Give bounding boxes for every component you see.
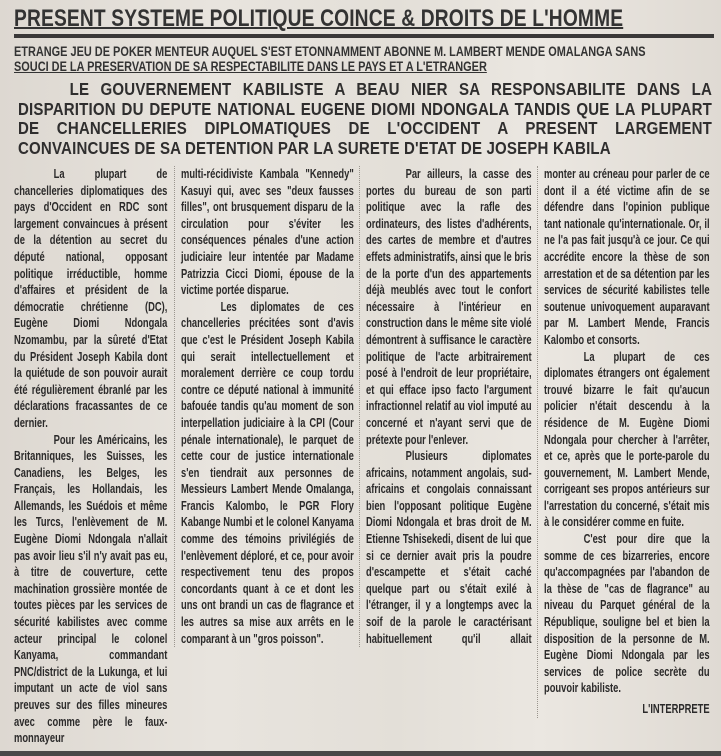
lede-box	[14, 80, 715, 158]
byline-signature: L'INTERPRETE	[642, 701, 710, 716]
article-paragraph: monter au créneau pour parler de ce dont il a été victime afin de se défendre dans l'opinion publique tant nationale qu'internationale. Or, il ne l'a pas fait jusqu'à ce jour. Ce qui accrédite encore la thèse de son arrestation et de sa détention par les services de sécurité kabilistes telle soutenue univoquement auparavant par M. Lambert Mende, Francis Kalombo et consorts.	[544, 166, 710, 347]
article-column-4	[537, 166, 715, 718]
article-paragraph: La plupart de ces diplomates étrangers ont également trouvé bizarre le fait qu'aucun policier n'était descendu à la résidence de M. Eugène Diomi Ndongala pour chercher à l'arrêter, et ce, après que le porte-parole du gouvernement, M. Lambert Mende, corrigeant ses propos antérieurs sur l'arrestation du concerné, s'était mis à le considérer comme en fuite.	[544, 348, 710, 530]
article-paragraph: Les diplomates de ces chancelleries précitées sont d'avis que c'est le Président Joseph Kabila qui serait intellectuellement et moralement derrière ce coup tordu contre ce député national à immunité bafouée tandis qu'au moment de son interpellation judiciaire à la CPI (Cour pénale internationale), le parquet de cette cour de justice internationale s'en tiendrait aux personnes de Messieurs Lambert Mende Omalanga, Francis Kalombo, le PGR Flory Kabange Numbi et le colonel Kanyama comme des témoins privilégiés de l'enlèvement déploré, et ce, pour avoir respectivement tenu des propos concordants quant à ce et dont les uns ont brandi un cas de flagrance et les autres sa mise aux arrêts en le comparant à un "gros poisson".	[181, 298, 354, 646]
subheadline-line-1: ETRANGE JEU DE POKER MENTEUR AUQUEL S'EST ETONNAMMENT ABONNE M. LAMBERT MENDE OMALANGA SANS	[14, 44, 646, 59]
subheadline-line-2: SOUCI DE LA PRESERVATION DE SA RESPECTABILITE DANS LE PAYS ET A L'ETRANGER	[14, 59, 487, 74]
article-columns	[14, 166, 715, 747]
article-column-2	[174, 166, 359, 647]
headline: PRESENT SYSTEME POLITIQUE COINCE & DROITS DE L'HOMME	[14, 5, 624, 32]
article-paragraph: La plupart de chancelleries diplomatiques des pays d'Occident en RDC sont largement convaincues à présent de la détention au secret du député national, opposant politique irréductible, homme d'affaires et président de la démocratie chrétienne (DC), Eugène Diomi Ndongala Nzomambu, par la sûreté d'Etat du Président Joseph Kabila dont la quiétude de son pouvoir aurait été régulièrement ébranlé par les déclarations fracassantes de ce dernier.	[14, 166, 168, 430]
article-paragraph: Plusieurs diplomates africains, notamment angolais, sud-africains et congolais connaissant bien l'opposant politique Eugène Diomi Ndongala et bras droit de M. Etienne Tshisekedi, disent de lui que si ce dernier avait pris la poudre d'escampette et s'était caché quelque part ou s'était exilé à l'étranger, il y a longtemps avec la soif de la parole le caractérisant habituellement qu'il allait	[366, 448, 532, 646]
subheadline-box	[14, 44, 715, 76]
article-paragraph: C'est pour dire que la somme de ces bizarreries, encore qu'accompagnées par l'abandon de la thèse de "cas de flagrance" au niveau du Parquet général de la République, souligne bel et bien la disposition de la personne de M. Eugène Diomi Ndongala par les services de police secrète du pouvoir kabiliste.	[544, 531, 710, 696]
article-paragraph: multi-récidiviste Kambala "Kennedy" Kasuyi qui, avec ses "deux fausses filles", ont brusquement disparu de la circulation pour s'éviter les conséquences pénales d'une action judiciaire leur intentée par Madame Patrizzia Cicci Diomi, épouse de la victime portée disparue.	[181, 166, 354, 298]
article-column-3	[359, 166, 537, 647]
article-paragraph: Pour les Américains, les Britanniques, les Suisses, les Canadiens, les Belges, les Français, les Hollandais, les Allemands, les Suédois et même les Turcs, l'enlèvement de M. Eugène Diomi Ndongala n'allait pas avoir lieu s'il n'y avait pas eu, à titre de couverture, cette machination grossière montée de toutes pièces par les services de sécurité kabilistes avec comme acteur principal le colonel Kanyama, commandant PNC/district de la Lukunga, et lui imputant un acte de viol sans preuves sur des filles mineures avec comme père le faux-monnayeur	[14, 431, 168, 746]
subheadline	[14, 44, 711, 74]
headline-bar	[14, 6, 714, 38]
bottom-rule	[0, 751, 721, 756]
article-paragraph: Par ailleurs, la casse des portes du bureau de son parti politique avec la rafle des ordinateurs, des listes d'adhérents, des cartes de membre et d'autres effets administratifs, ainsi que le bris de la porte d'un des appartements déjà meublés avec tout le confort nécessaire à l'intérieur en construction dans le même site violé démontrent à suffisance le caractère politique de l'acte arbitrairement posé à l'endroit de leur propriétaire, et qui efface ipso facto l'argument infractionnel relatif au viol imputé au concerné et n'ayant servi que de prétexte pour l'enlever.	[366, 166, 532, 447]
lede-paragraph: LE GOUVERNEMENT KABILISTE A BEAU NIER SA RESPONSABILITE DANS LA DISPARITION DU DEPUTE NATIONAL EUGENE DIOMI NDONGALA TANDIS QUE LA PLUPART DE CHANCELLERIES DIPLOMATIQUES DE L'OCCIDENT A PRESENT LARGEMENT CONVAINCUES DE SA DETENTION PAR LA SURETE D'ETAT DE JOSEPH KABILA	[18, 79, 713, 158]
article-column-1	[14, 166, 174, 747]
